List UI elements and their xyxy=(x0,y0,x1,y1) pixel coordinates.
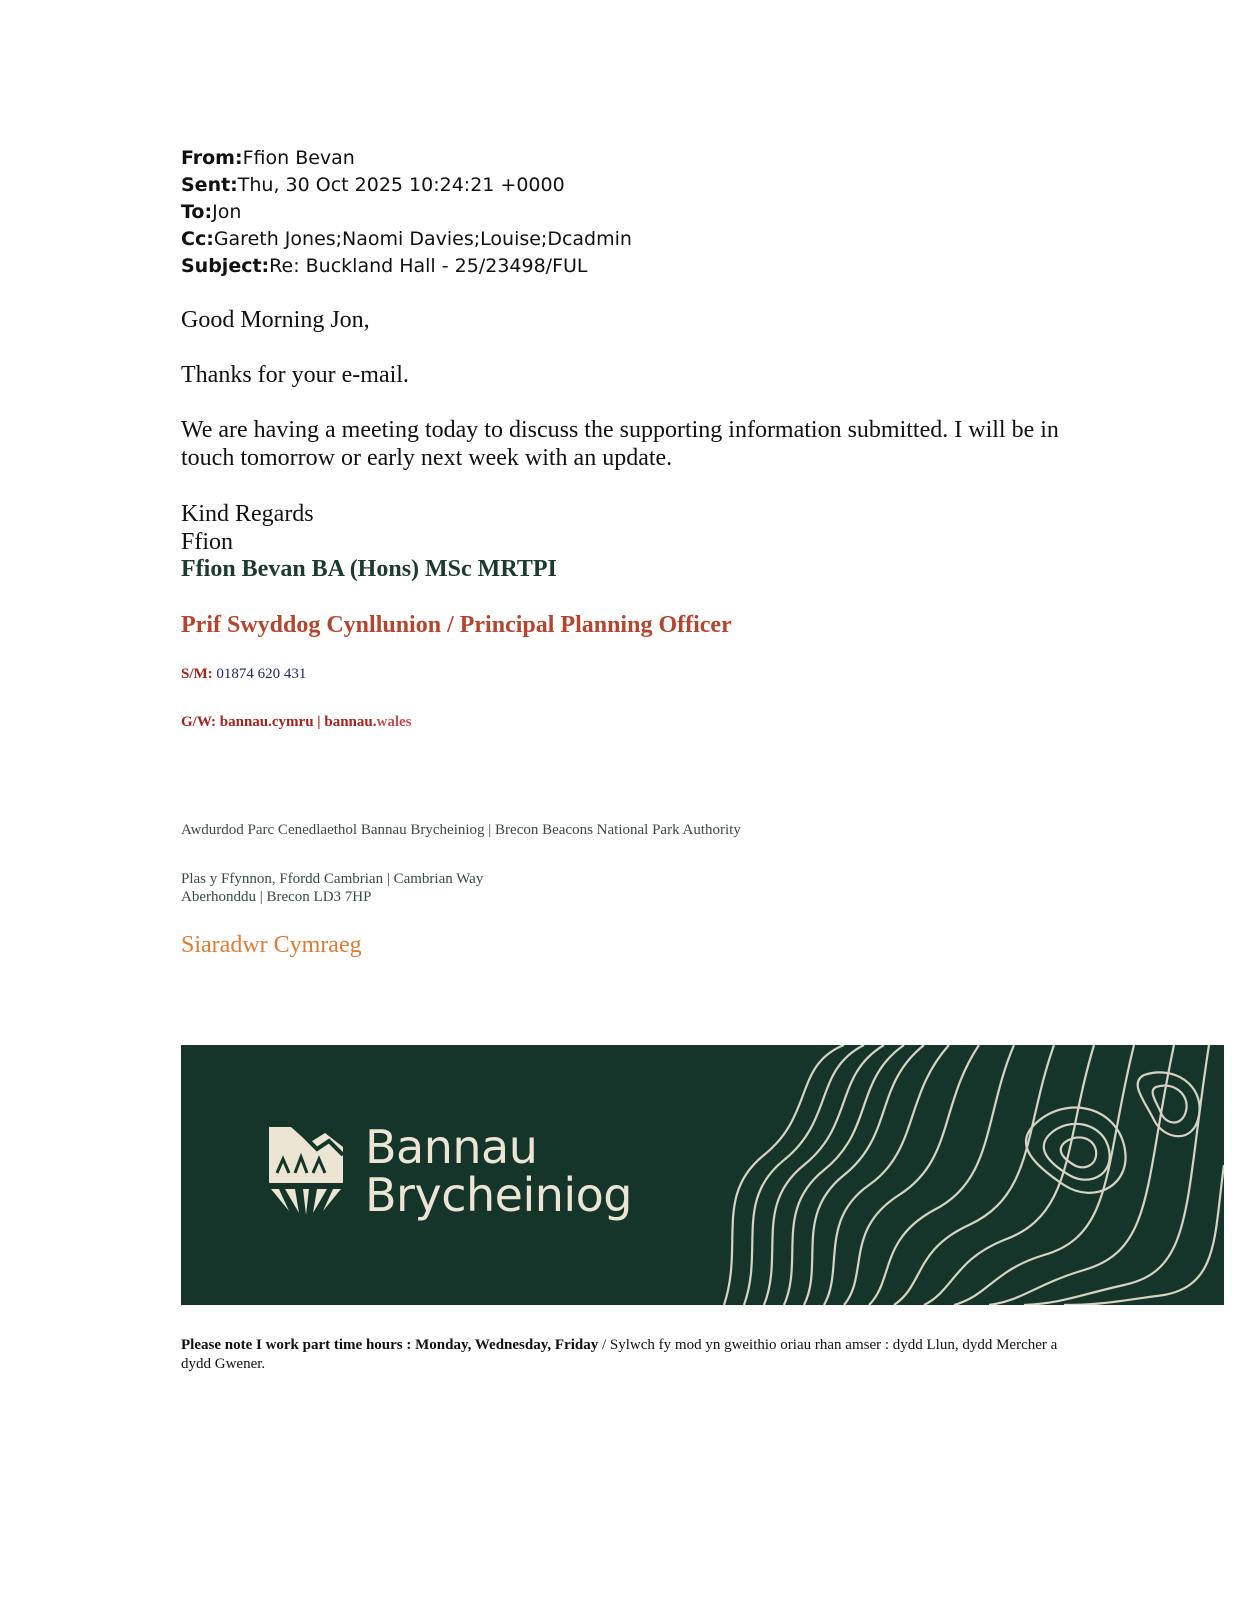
part-time-note xyxy=(181,1336,1061,1374)
note-rest: / Sylwch fy mod yn gweithio oriau rhan amser : dydd Llun, dydd Mercher a dydd Gwener. xyxy=(181,1337,1058,1372)
address xyxy=(181,870,483,906)
phone-number[interactable]: 01874 620 431 xyxy=(216,666,307,682)
banner-logo-text xyxy=(365,1120,632,1222)
subject-label: Subject: xyxy=(181,255,270,277)
from-value: Ffion Bevan xyxy=(242,147,355,169)
to-value: Jon xyxy=(212,201,242,223)
cc-label: Cc: xyxy=(181,228,214,250)
web-link-cymru[interactable]: bannau.cymru xyxy=(219,714,314,730)
kind-regards: Kind Regards xyxy=(181,501,314,527)
address-line-2: Aberhonddu | Brecon LD3 7HP xyxy=(181,889,372,905)
web-wales-prefix: bannau. xyxy=(324,714,377,730)
thanks-line: Thanks for your e-mail. xyxy=(181,362,409,388)
web-separator: | xyxy=(317,714,321,730)
header-from xyxy=(181,145,632,172)
email-header xyxy=(181,145,632,280)
logo-line-1: Bannau xyxy=(365,1120,538,1174)
contour-lines-pattern xyxy=(704,1045,1224,1305)
logo-line-2: Brycheiniog xyxy=(365,1168,632,1222)
welsh-speaker: Siaradwr Cymraeg xyxy=(181,932,362,958)
from-label: From: xyxy=(181,147,243,169)
signature-name: Ffion Bevan BA (Hons) MSc MRTPI xyxy=(181,556,557,582)
header-cc xyxy=(181,226,632,253)
signature-phone xyxy=(181,666,306,683)
sender-first-name: Ffion xyxy=(181,529,234,555)
header-subject xyxy=(181,253,632,280)
signature-title: Prif Swyddog Cynllunion / Principal Planning Officer xyxy=(181,612,732,638)
web-label: G/W: xyxy=(181,714,217,730)
authority-name: Awdurdod Parc Cenedlaethol Bannau Brycheiniog | Brecon Beacons National Park Authority xyxy=(181,822,741,838)
to-label: To: xyxy=(181,201,213,223)
address-line-1: Plas y Ffynnon, Ffordd Cambrian | Cambrian Way xyxy=(181,871,484,887)
note-bold: Please note I work part time hours : Monday, Wednesday, Friday xyxy=(181,1337,599,1353)
header-sent xyxy=(181,172,632,199)
phone-label: S/M: xyxy=(181,666,213,682)
signature-web xyxy=(181,714,411,731)
subject-value: Re: Buckland Hall - 25/23498/FUL xyxy=(269,255,588,277)
sign-off xyxy=(181,500,314,556)
greeting: Good Morning Jon, xyxy=(181,307,370,333)
sent-label: Sent: xyxy=(181,174,238,196)
sent-value: Thu, 30 Oct 2025 10:24:21 +0000 xyxy=(237,174,565,196)
header-to xyxy=(181,199,632,226)
bannau-brycheiniog-logo-icon xyxy=(269,1127,343,1215)
meeting-paragraph: We are having a meeting today to discuss the supporting information submitted. I will be in touch tomorrow or early next week with an update. xyxy=(181,417,1059,471)
web-wales-suffix: wales xyxy=(376,714,412,730)
cc-value: Gareth Jones;Naomi Davies;Louise;Dcadmin xyxy=(213,228,632,250)
brand-banner xyxy=(181,1045,1224,1305)
web-link-wales[interactable] xyxy=(324,714,411,730)
